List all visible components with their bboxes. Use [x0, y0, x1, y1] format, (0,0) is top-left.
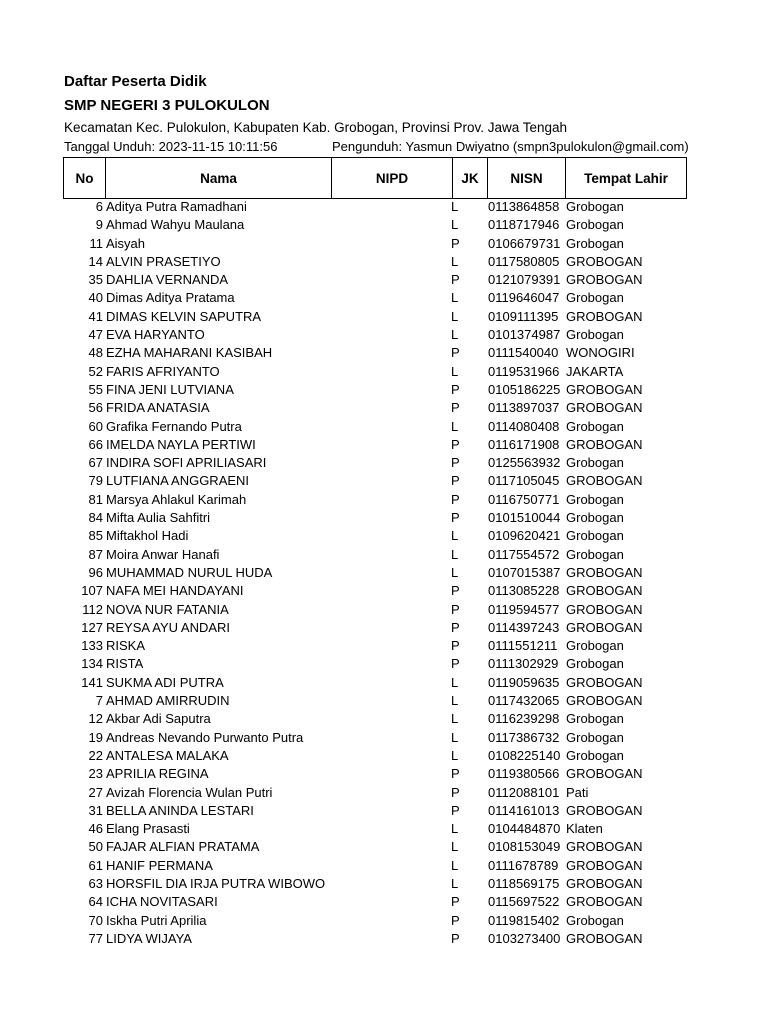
table-row — [63, 271, 686, 289]
gender: L — [451, 363, 459, 379]
header-nama: Nama — [106, 158, 332, 199]
nisn: 0112088101 — [488, 784, 560, 800]
birthplace: GROBOGAN — [566, 473, 643, 489]
table-row — [63, 802, 686, 820]
gender: P — [451, 491, 460, 507]
student-name: ALVIN PRASETIYO — [106, 253, 221, 269]
row-number: 77 — [88, 930, 103, 946]
birthplace: Grobogan — [566, 747, 624, 763]
nisn: 0108153049 — [488, 839, 561, 855]
table-row — [63, 692, 686, 710]
student-name: Aditya Putra Ramadhani — [106, 199, 247, 214]
table-row — [63, 582, 686, 600]
nisn: 0105186225 — [488, 381, 561, 397]
birthplace: GROBOGAN — [566, 253, 643, 269]
nisn: 0106679731 — [488, 235, 561, 251]
gender: P — [451, 912, 460, 928]
nisn: 0119646047 — [488, 290, 560, 306]
birthplace: GROBOGAN — [566, 564, 643, 580]
gender: P — [451, 601, 460, 617]
table-row — [63, 527, 686, 545]
row-number: 22 — [88, 747, 103, 763]
student-name: EZHA MAHARANI KASIBAH — [106, 345, 273, 361]
student-name: RISTA — [106, 656, 144, 672]
gender: P — [451, 784, 460, 800]
student-name: FARIS AFRIYANTO — [106, 363, 220, 379]
row-number: 27 — [88, 784, 103, 800]
birthplace: GROBOGAN — [566, 436, 643, 452]
row-number: 56 — [88, 400, 103, 416]
header-jk: JK — [453, 158, 488, 199]
gender: L — [451, 857, 459, 873]
table-row — [63, 747, 686, 765]
student-name: Iskha Putri Aprilia — [106, 912, 207, 928]
nisn: 0101510044 — [488, 510, 561, 526]
birthplace: GROBOGAN — [566, 802, 643, 818]
birthplace: Grobogan — [566, 638, 624, 654]
student-name: APRILIA REGINA — [106, 766, 209, 782]
nisn: 0111302929 — [488, 656, 559, 672]
row-number: 7 — [95, 693, 103, 709]
nisn: 0119380566 — [488, 766, 560, 782]
birthplace: Grobogan — [566, 510, 624, 526]
student-name: HANIF PERMANA — [106, 857, 213, 873]
nisn: 0119531966 — [488, 363, 560, 379]
gender: P — [451, 656, 460, 672]
gender: L — [451, 693, 459, 709]
nisn: 0109111395 — [488, 308, 559, 324]
student-name: FAJAR ALFIAN PRATAMA — [106, 839, 260, 855]
nisn: 0113085228 — [488, 583, 560, 599]
gender: L — [451, 199, 459, 214]
nisn: 0111540040 — [488, 345, 559, 361]
row-number: 112 — [82, 601, 103, 617]
birthplace: GROBOGAN — [566, 381, 643, 397]
gender: L — [451, 418, 459, 434]
header-nipd: NIPD — [332, 158, 453, 199]
gender: L — [451, 821, 459, 837]
nisn: 0118717946 — [488, 217, 560, 233]
table-row — [63, 857, 686, 875]
row-number: 50 — [88, 839, 103, 855]
gender: L — [451, 290, 459, 306]
birthplace: GROBOGAN — [566, 875, 643, 891]
gender: P — [451, 345, 460, 361]
nisn: 0111678789 — [488, 857, 559, 873]
student-name: NAFA MEI HANDAYANI — [106, 583, 244, 599]
student-name: REYSA AYU ANDARI — [106, 619, 231, 635]
table-row — [63, 308, 686, 326]
nisn: 0114080408 — [488, 418, 560, 434]
student-name: Akbar Adi Saputra — [106, 711, 211, 727]
nisn: 0113864858 — [488, 199, 560, 214]
row-number: 52 — [88, 363, 103, 379]
row-number: 19 — [88, 729, 103, 745]
birthplace: Grobogan — [566, 711, 624, 727]
student-name: SUKMA ADI PUTRA — [106, 674, 224, 690]
table-row — [63, 729, 686, 747]
student-name: MUHAMMAD NURUL HUDA — [106, 564, 273, 580]
table-row — [63, 820, 686, 838]
table-row — [63, 546, 686, 564]
nisn: 0116750771 — [488, 491, 560, 507]
birthplace: Grobogan — [566, 528, 624, 544]
birthplace: GROBOGAN — [566, 839, 643, 855]
gender: P — [451, 583, 460, 599]
table-row — [63, 472, 686, 490]
table-row — [63, 436, 686, 454]
gender: P — [451, 510, 460, 526]
table-row — [63, 637, 686, 655]
table-row — [63, 784, 686, 802]
table-row — [63, 601, 686, 619]
gender: L — [451, 253, 459, 269]
nisn: 0114161013 — [488, 802, 560, 818]
school-name: SMP NEGERI 3 PULOKULON — [64, 97, 270, 114]
gender: L — [451, 875, 459, 891]
gender: P — [451, 381, 460, 397]
nisn: 0116171908 — [488, 436, 560, 452]
student-name: Miftakhol Hadi — [106, 528, 189, 544]
student-name: AHMAD AMIRRUDIN — [106, 693, 230, 709]
nisn: 0107015387 — [488, 564, 561, 580]
table-row — [63, 564, 686, 582]
nisn: 0115697522 — [488, 894, 560, 910]
table-row — [63, 838, 686, 856]
header-tempat-lahir: Tempat Lahir — [566, 158, 687, 199]
table-row — [63, 875, 686, 893]
nisn: 0118569175 — [488, 875, 560, 891]
row-number: 67 — [88, 455, 103, 471]
nisn: 0119594577 — [488, 601, 560, 617]
table-row — [63, 216, 686, 234]
student-name: Elang Prasasti — [106, 821, 190, 837]
row-number: 41 — [88, 308, 103, 324]
student-name: IMELDA NAYLA PERTIWI — [106, 436, 256, 452]
gender: L — [451, 546, 459, 562]
gender: P — [451, 473, 460, 489]
gender: P — [451, 619, 460, 635]
location-line: Kecamatan Kec. Pulokulon, Kabupaten Kab. Grobogan, Provinsi Prov. Jawa Tengah — [64, 120, 568, 135]
document-title: Daftar Peserta Didik — [64, 73, 207, 90]
row-number: 61 — [88, 857, 103, 873]
table-row — [63, 491, 686, 509]
row-number: 141 — [81, 674, 103, 690]
student-name: Marsya Ahlakul Karimah — [106, 491, 247, 507]
student-name: ICHA NOVITASARI — [106, 894, 218, 910]
header-no: No — [64, 158, 106, 199]
gender: P — [451, 272, 460, 288]
table-row — [63, 454, 686, 472]
birthplace: GROBOGAN — [566, 400, 643, 416]
table-header — [63, 157, 687, 199]
birthplace: Grobogan — [566, 656, 624, 672]
nisn: 0117386732 — [488, 729, 560, 745]
gender: P — [451, 802, 460, 818]
table-row — [63, 381, 686, 399]
birthplace: Grobogan — [566, 491, 624, 507]
nisn: 0113897037 — [488, 400, 560, 416]
row-number: 31 — [88, 802, 103, 818]
row-number: 64 — [88, 894, 103, 910]
student-name: Ahmad Wahyu Maulana — [106, 217, 245, 233]
nisn: 0111551211 — [488, 638, 558, 654]
gender: L — [451, 674, 459, 690]
row-number: 11 — [89, 235, 103, 251]
birthplace: GROBOGAN — [566, 857, 643, 873]
student-name: FRIDA ANATASIA — [106, 400, 210, 416]
row-number: 87 — [88, 546, 103, 562]
nisn: 0104484870 — [488, 821, 561, 837]
row-number: 134 — [81, 656, 103, 672]
birthplace: Grobogan — [566, 217, 624, 233]
table-row — [63, 344, 686, 362]
birthplace: GROBOGAN — [566, 308, 643, 324]
birthplace: Grobogan — [566, 455, 624, 471]
row-number: 9 — [95, 217, 103, 233]
row-number: 79 — [88, 473, 103, 489]
birthplace: Grobogan — [566, 235, 624, 251]
birthplace: GROBOGAN — [566, 766, 643, 782]
gender: L — [451, 729, 459, 745]
nisn: 0103273400 — [488, 930, 561, 946]
gender: P — [451, 930, 460, 946]
student-name: Moira Anwar Hanafi — [106, 546, 220, 562]
nisn: 0117432065 — [488, 693, 560, 709]
nisn: 0108225140 — [488, 747, 561, 763]
table-row — [63, 930, 686, 948]
gender: L — [451, 747, 459, 763]
student-name: Mifta Aulia Sahfitri — [106, 510, 211, 526]
birthplace: GROBOGAN — [566, 601, 643, 617]
gender: P — [451, 766, 460, 782]
birthplace: Grobogan — [566, 418, 624, 434]
table-row — [63, 418, 686, 436]
birthplace: Grobogan — [566, 546, 624, 562]
gender: L — [451, 839, 459, 855]
table-row — [63, 326, 686, 344]
student-name: LUTFIANA ANGGRAENI — [106, 473, 250, 489]
row-number: 70 — [88, 912, 103, 928]
row-number: 35 — [88, 272, 103, 288]
nisn: 0119815402 — [488, 912, 560, 928]
table-row — [63, 655, 686, 673]
student-name: NOVA NUR FATANIA — [106, 601, 229, 617]
gender: P — [451, 235, 460, 251]
row-number: 6 — [95, 199, 103, 214]
downloader-info: Pengunduh: Yasmun Dwiyatno (smpn3pulokulon@gmail.com) — [332, 139, 689, 154]
row-number: 12 — [88, 711, 103, 727]
gender: P — [451, 400, 460, 416]
student-name: ANTALESA MALAKA — [106, 747, 229, 763]
student-name: Dimas Aditya Pratama — [106, 290, 235, 306]
student-name: EVA HARYANTO — [106, 327, 205, 343]
nisn: 0116239298 — [488, 711, 560, 727]
birthplace: Grobogan — [566, 912, 624, 928]
student-list — [63, 198, 686, 948]
table-row — [63, 893, 686, 911]
nisn: 0121079391 — [488, 272, 561, 288]
row-number: 127 — [81, 619, 103, 635]
nisn: 0117105045 — [488, 473, 560, 489]
table-row — [63, 765, 686, 783]
gender: P — [451, 894, 460, 910]
gender: L — [451, 528, 459, 544]
student-name: DAHLIA VERNANDA — [106, 272, 229, 288]
row-number: 85 — [88, 528, 103, 544]
birthplace: GROBOGAN — [566, 619, 643, 635]
row-number: 60 — [88, 418, 103, 434]
table-row — [63, 235, 686, 253]
table-row — [63, 710, 686, 728]
row-number: 81 — [88, 491, 103, 507]
student-name: BELLA ANINDA LESTARI — [106, 802, 254, 818]
row-number: 133 — [81, 638, 103, 654]
student-name: INDIRA SOFI APRILIASARI — [106, 455, 267, 471]
nisn: 0125563932 — [488, 455, 561, 471]
download-date: Tanggal Unduh: 2023-11-15 10:11:56 — [64, 139, 278, 154]
table-row — [63, 253, 686, 271]
birthplace: Grobogan — [566, 729, 624, 745]
birthplace: GROBOGAN — [566, 583, 643, 599]
birthplace: JAKARTA — [566, 363, 624, 379]
nisn: 0114397243 — [488, 619, 560, 635]
gender: P — [451, 455, 460, 471]
student-name: DIMAS KELVIN SAPUTRA — [106, 308, 262, 324]
birthplace: Grobogan — [566, 199, 624, 214]
student-name: Andreas Nevando Purwanto Putra — [106, 729, 304, 745]
student-name: FINA JENI LUTVIANA — [106, 381, 234, 397]
gender: L — [451, 327, 459, 343]
birthplace: Grobogan — [566, 327, 624, 343]
student-name: HORSFIL DIA IRJA PUTRA WIBOWO — [106, 875, 326, 891]
gender: L — [451, 564, 459, 580]
table-row — [63, 912, 686, 930]
nisn: 0101374987 — [488, 327, 561, 343]
gender: L — [451, 217, 459, 233]
birthplace: GROBOGAN — [566, 272, 643, 288]
header-nisn: NISN — [488, 158, 566, 199]
student-name: Grafika Fernando Putra — [106, 418, 242, 434]
row-number: 48 — [88, 345, 103, 361]
row-number: 23 — [88, 766, 103, 782]
nisn: 0117554572 — [488, 546, 560, 562]
row-number: 14 — [88, 253, 103, 269]
nisn: 0117580805 — [488, 253, 560, 269]
gender: L — [451, 711, 459, 727]
row-number: 66 — [88, 436, 103, 452]
row-number: 107 — [81, 583, 103, 599]
student-name: RISKA — [106, 638, 146, 654]
student-name: Avizah Florencia Wulan Putri — [106, 784, 273, 800]
birthplace: GROBOGAN — [566, 930, 643, 946]
table-row — [63, 509, 686, 527]
row-number: 47 — [88, 327, 103, 343]
gender: P — [451, 638, 460, 654]
table-row — [63, 289, 686, 307]
table-row — [63, 363, 686, 381]
birthplace: Grobogan — [566, 290, 624, 306]
row-number: 46 — [88, 821, 103, 837]
birthplace: GROBOGAN — [566, 894, 643, 910]
birthplace: Pati — [566, 784, 589, 800]
table-row — [63, 674, 686, 692]
nisn: 0119059635 — [488, 674, 560, 690]
row-number: 96 — [88, 564, 103, 580]
birthplace: GROBOGAN — [566, 674, 643, 690]
row-number: 63 — [88, 875, 103, 891]
birthplace: Klaten — [566, 821, 603, 837]
table-row — [63, 619, 686, 637]
row-number: 84 — [88, 510, 103, 526]
birthplace: GROBOGAN — [566, 693, 643, 709]
gender: P — [451, 436, 460, 452]
student-name: Aisyah — [106, 235, 146, 251]
table-row — [63, 198, 686, 216]
birthplace: WONOGIRI — [566, 345, 635, 361]
student-name: LIDYA WIJAYA — [106, 930, 192, 946]
gender: L — [451, 308, 459, 324]
nisn: 0109620421 — [488, 528, 561, 544]
row-number: 40 — [88, 290, 103, 306]
table-row — [63, 399, 686, 417]
row-number: 55 — [88, 381, 103, 397]
